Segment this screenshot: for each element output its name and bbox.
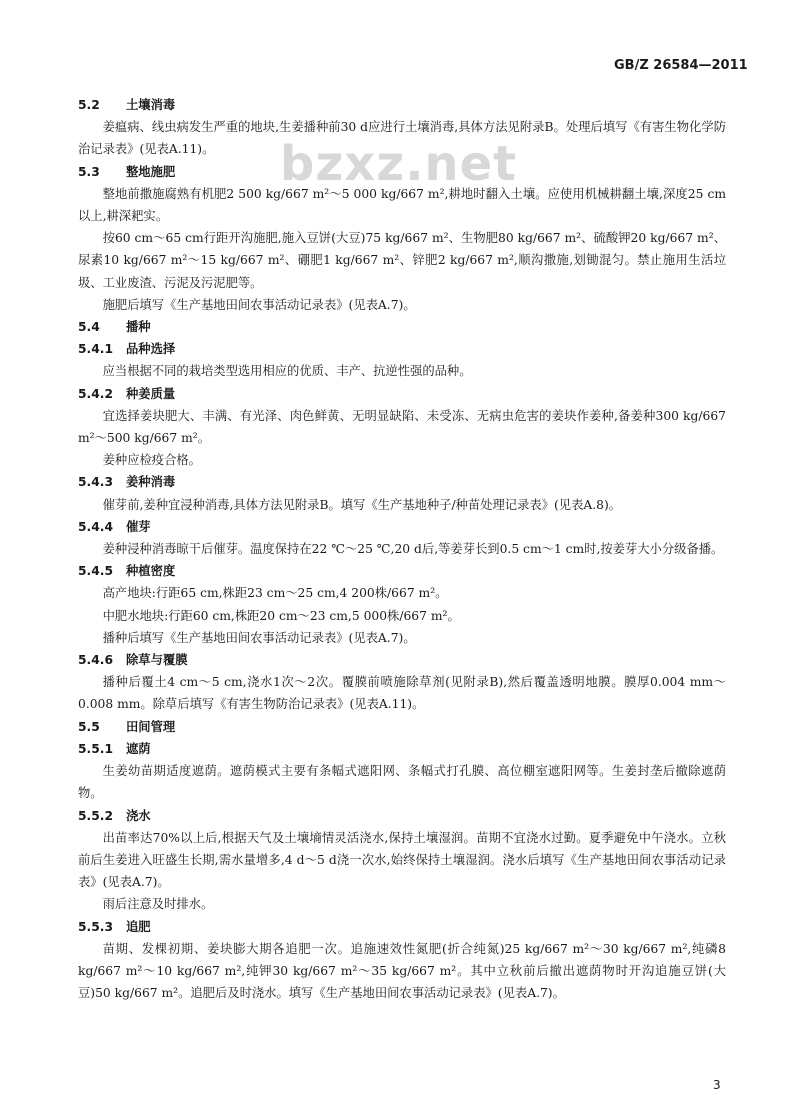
section-number: 5.4.3 [78,475,114,490]
section-title: 姜种消毒 [126,475,176,490]
section-number: 5.4.1 [78,342,114,357]
section-heading [78,649,726,671]
paragraph: 中肥水地块:行距60 cm,株距20 cm～23 cm,5 000株/667 m²。 [102,608,460,623]
document-body [78,94,726,1004]
section-heading [78,338,726,360]
paragraph: 姜瘟病、线虫病发生严重的地块,生姜播种前30 d应进行土壤消毒,具体方法见附录B。处理后填写《有害生物化学防治记录表》(见表A.11)。 [78,120,726,157]
section-number: 5.3 [78,164,100,179]
section-title: 种姜质量 [126,386,176,401]
paragraph: 雨后注意及时排水。 [102,897,214,912]
section-title: 追肥 [126,919,151,934]
section-title: 土壤消毒 [126,98,176,112]
paragraph: 施肥后填写《生产基地田间农事活动记录表》(见表A.7)。 [102,297,416,312]
standard-code: GB/Z 26584—2011 [614,58,748,73]
watermark: bzxz.net [280,136,518,192]
paragraph: 出苗率达70%以上后,根据天气及土壤墒情灵活浇水,保持土壤湿润。苗期不宜浇水过勤。夏季避免中午浇水。立秋前后生姜进入旺盛生长期,需水量增多,4 d～5 d浇一次水,始终保持土壤湿润。浇水后填写《生产基地田间农事活动记录表》(见表A.7)。 [78,830,726,890]
section-title: 催芽 [126,519,151,534]
section-number: 5.5 [78,719,100,734]
section-heading [78,316,726,338]
paragraph: 姜种浸种消毒晾干后催芽。温度保持在22 ℃～25 ℃,20 d后,等姜芽长到0.5 cm～1 cm时,按姜芽大小分级备播。 [102,542,724,557]
section-number: 5.4.5 [78,564,114,579]
section-heading [78,383,726,405]
page-number: 3 [713,1078,721,1092]
section-title: 种植密度 [126,564,176,579]
section-heading [78,738,726,760]
section-heading [78,94,726,116]
section-heading [78,805,726,827]
section-title: 田间管理 [126,719,176,734]
section-title: 浇水 [126,808,151,823]
section-heading [78,716,726,738]
paragraph: 应当根据不同的栽培类型选用相应的优质、丰产、抗逆性强的品种。 [102,364,472,379]
paragraph: 宜选择姜块肥大、丰满、有光泽、肉色鲜黄、无明显缺陷、未受冻、无病虫危害的姜块作姜种,备姜种300 kg/667 m²～500 kg/667 m²。 [78,408,726,446]
section-number: 5.4 [78,320,100,335]
paragraph: 按60 cm～65 cm行距开沟施肥,施入豆饼(大豆)75 kg/667 m²、生物肥80 kg/667 m²、硫酸钾20 kg/667 m²、尿素10 kg/667 m²～15 kg/667 m²、硼肥1 kg/667 m²、锌肥2 kg/667 m²,顺沟撒施,划锄混匀。禁止施用生活垃圾、工业废渣、污泥及污泥肥等。 [78,231,726,290]
section-title: 整地施肥 [126,164,176,179]
section-heading [78,471,726,493]
paragraph: 苗期、发棵初期、姜块膨大期各追肥一次。追施速效性氮肥(折合纯氮)25 kg/667 m²～30 kg/667 m²,纯磷8 kg/667 m²～10 kg/667 m²,纯钾30 kg/667 m²～35 kg/667 m²。其中立秋前后撤出遮荫物时开沟追施豆饼(大豆)50 kg/667 m²。追肥后及时浇水。填写《生产基地田间农事活动记录表》(见表A.7)。 [78,941,726,1001]
paragraph: 播种后覆土4 cm～5 cm,浇水1次～2次。覆膜前喷施除草剂(见附录B),然后覆盖透明地膜。膜厚0.004 mm～0.008 mm。除草后填写《有害生物防治记录表》(见表A.11)。 [78,675,726,712]
paragraph: 高产地块:行距65 cm,株距23 cm～25 cm,4 200株/667 m²。 [102,586,448,601]
section-heading [78,516,726,538]
section-title: 除草与覆膜 [126,653,188,668]
paragraph: 姜种应检疫合格。 [102,453,201,468]
paragraph: 整地前撒施腐熟有机肥2 500 kg/667 m²～5 000 kg/667 m²,耕地时翻入土壤。应使用机械耕翻土壤,深度25 cm以上,耕深耙实。 [78,186,726,224]
section-number: 5.5.2 [78,808,114,823]
section-number: 5.2 [78,98,100,112]
section-number: 5.4.2 [78,386,114,401]
section-heading [78,560,726,582]
paragraph: 催芽前,姜种宜浸种消毒,具体方法见附录B。填写《生产基地种子/种苗处理记录表》(见表A.8)。 [102,497,622,512]
section-heading [78,916,726,938]
section-title: 播种 [126,320,151,335]
paragraph: 生姜幼苗期适度遮荫。遮荫模式主要有条幅式遮阳网、条幅式打孔膜、高位棚室遮阳网等。生姜封垄后撤除遮荫物。 [78,764,726,801]
section-title: 品种选择 [126,342,176,357]
section-number: 5.4.4 [78,519,114,534]
section-title: 遮荫 [126,741,151,756]
section-number: 5.4.6 [78,653,114,668]
section-heading [78,161,726,183]
paragraph: 播种后填写《生产基地田间农事活动记录表》(见表A.7)。 [102,630,416,645]
section-number: 5.5.1 [78,741,114,756]
section-number: 5.5.3 [78,919,114,934]
